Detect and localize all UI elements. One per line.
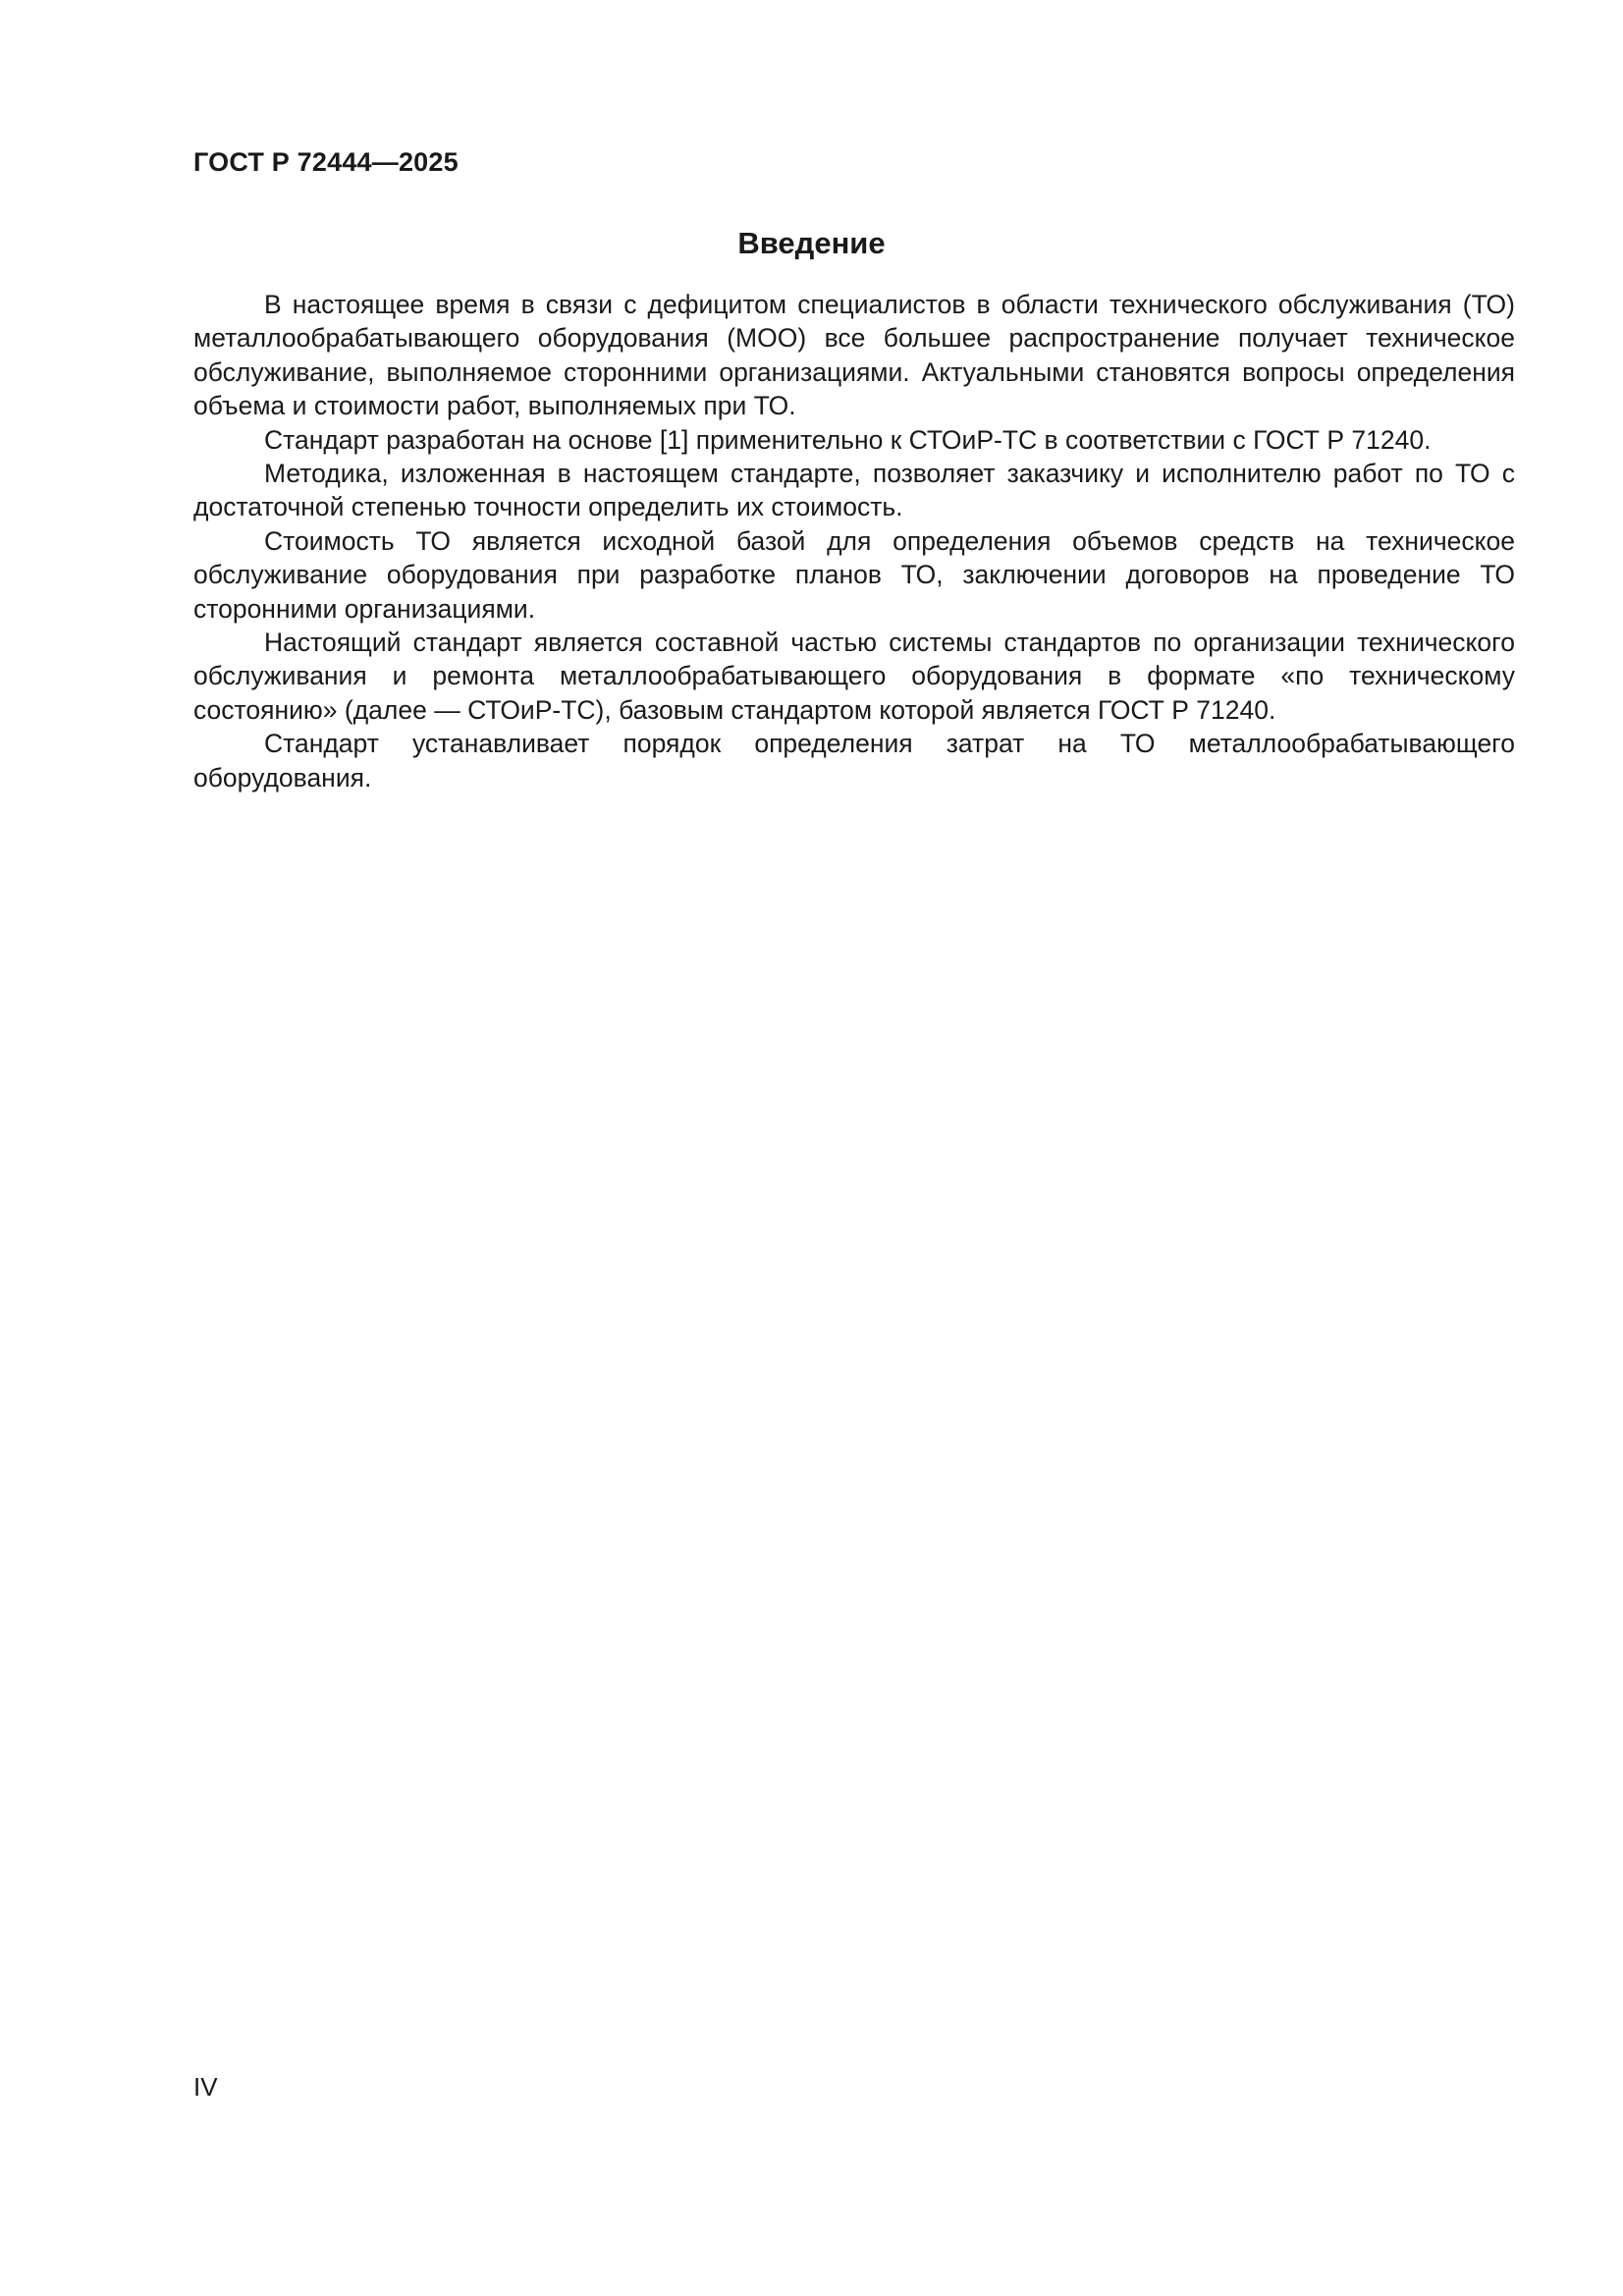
section-title: Введение xyxy=(737,226,886,260)
paragraph: Стандарт устанавливает порядок определения затрат на ТО металлообрабатывающего оборудования. xyxy=(193,729,1515,793)
paragraph: Стоимость ТО является исходной базой для определения объемов средств на техническое обслуживание оборудования при разработке планов ТО, заключении договоров на проведение ТО сторонними организациями. xyxy=(193,525,1515,624)
paragraph: В настоящее время в связи с дефицитом специалистов в области технического обслуживания (ТО) металлообрабатывающего оборудования (МОО) все большее распространение получает техническое обслуживание, выполняемое сторонними организациями. Актуальными становятся вопросы определения объема и стоимости работ, выполняемых при ТО. xyxy=(193,290,1515,421)
paragraph: Настоящий стандарт является составной частью системы стандартов по организации технического обслуживания и ремонта металлообрабатывающего оборудования в формате «по техническому состоянию» (далее — СТОиР-ТС), базовым стандартом которой является ГОСТ Р 71240. xyxy=(193,628,1515,725)
body-text xyxy=(193,288,1515,794)
document-header: ГОСТ Р 72444—2025 xyxy=(193,147,459,177)
page-number: IV xyxy=(193,2072,218,2102)
paragraph: Методика, изложенная в настоящем стандарте, позволяет заказчику и исполнителю работ по ТО с достаточной степенью точности определить их стоимость. xyxy=(193,459,1515,522)
paragraph: Стандарт разработан на основе [1] применительно к СТОиР-ТС в соответствии с ГОСТ Р 71240. xyxy=(264,424,1432,455)
